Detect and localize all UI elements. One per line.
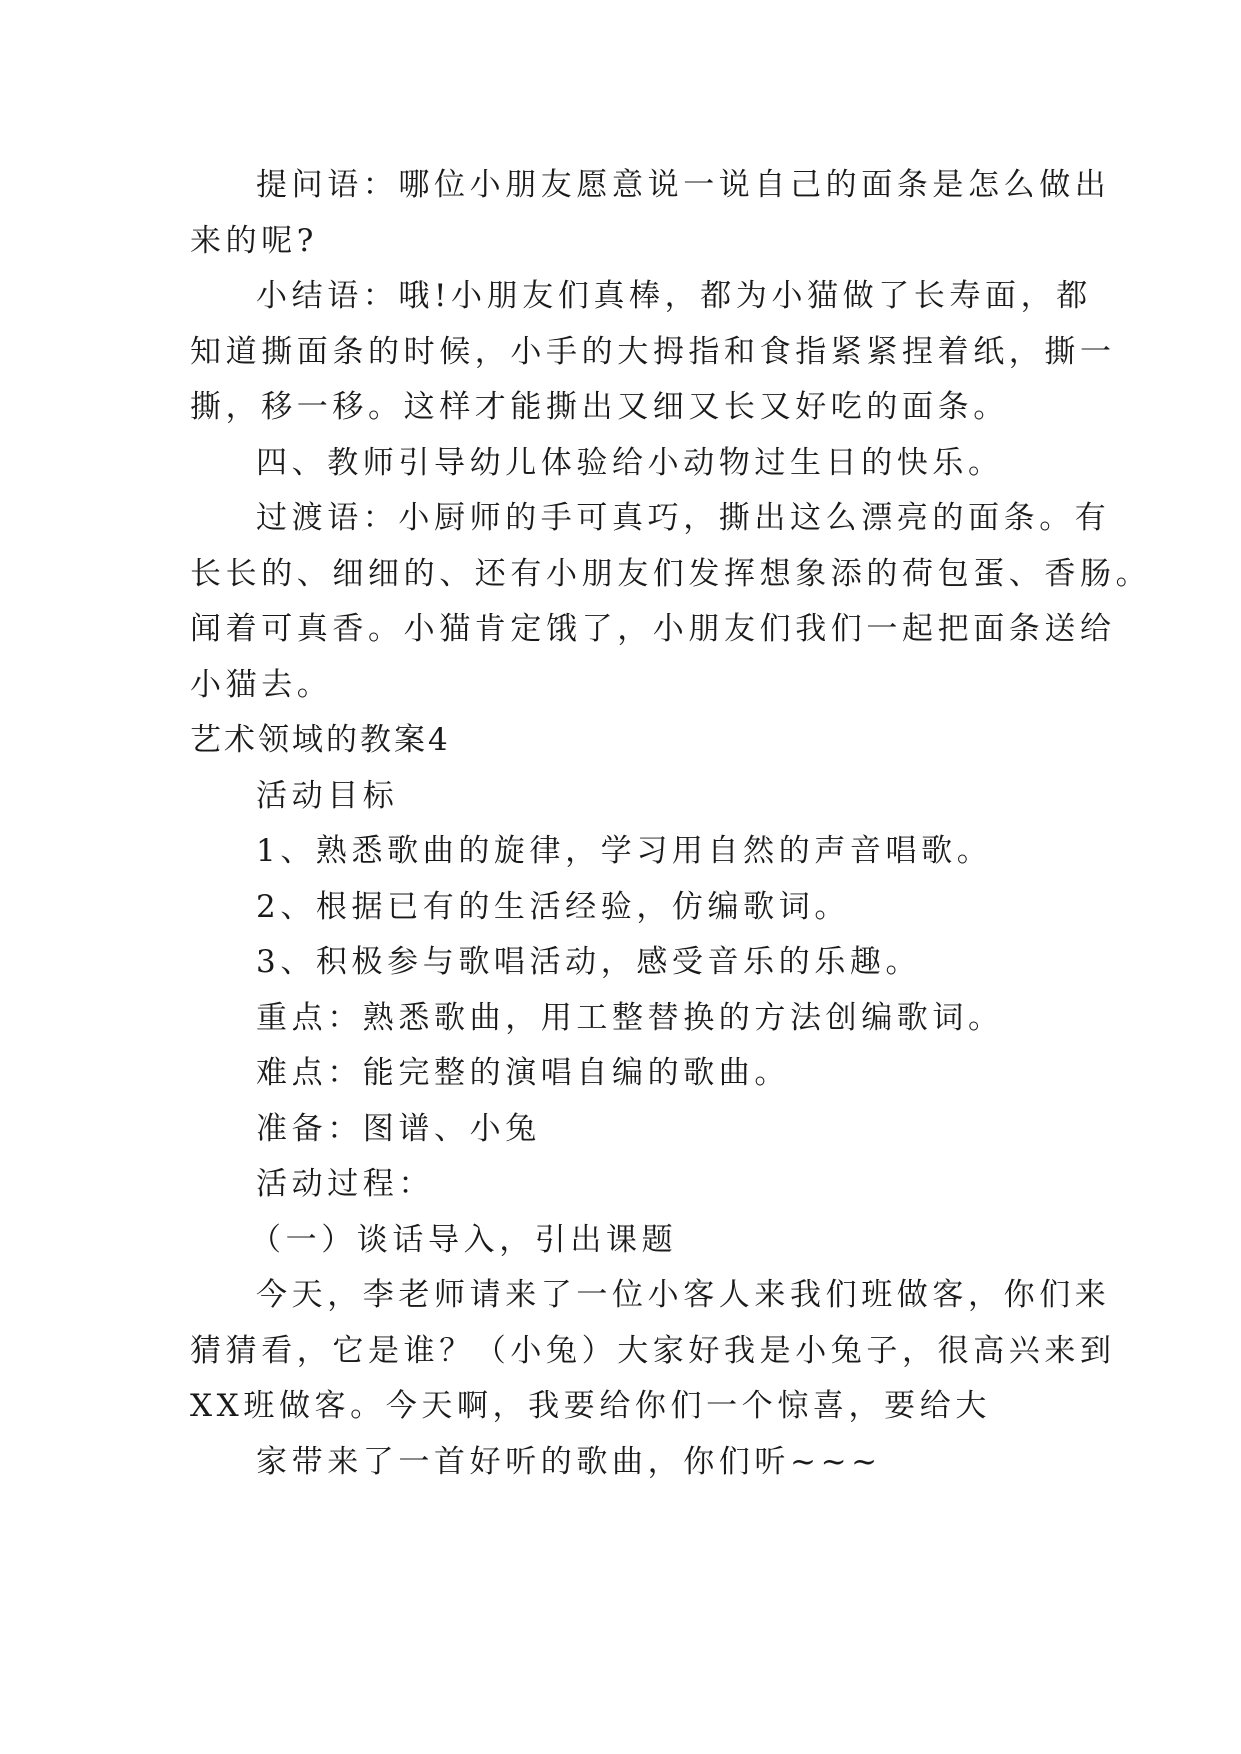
- paragraph-line: 难点：能完整的演唱自编的歌曲。: [256, 1055, 790, 1091]
- paragraph-line: 小结语：哦!小朋友们真棒，都为小猫做了长寿面，都: [256, 278, 1092, 314]
- paragraph-line: 提问语：哪位小朋友愿意说一说自己的面条是怎么做出: [256, 167, 1111, 203]
- document-title: 艺术领域的教案4: [190, 722, 451, 758]
- paragraph-line: 长长的、细细的、还有小朋友们发挥想象添的荷包蛋、香肠。: [190, 556, 1152, 592]
- paragraph-line: XX班做客。今天啊，我要给你们一个惊喜，要给大: [190, 1388, 991, 1424]
- section-heading-line: 活动目标: [256, 778, 399, 814]
- paragraph-line: 准备：图谱、小兔: [256, 1111, 541, 1147]
- paragraph-line: 今天，李老师请来了一位小客人来我们班做客，你们来: [256, 1277, 1111, 1313]
- paragraph-line: 重点：熟悉歌曲，用工整替换的方法创编歌词。: [256, 1000, 1004, 1036]
- paragraph-line: 知道撕面条的时候，小手的大拇指和食指紧紧捏着纸，撕一: [190, 334, 1116, 370]
- section-heading-line: 四、教师引导幼儿体验给小动物过生日的快乐。: [256, 445, 1004, 481]
- paragraph-line: 猜猜看，它是谁？（小兔）大家好我是小兔子，很高兴来到: [190, 1333, 1116, 1369]
- list-item: 2、根据已有的生活经验，仿编歌词。: [256, 889, 850, 925]
- list-item: 3、积极参与歌唱活动，感受音乐的乐趣。: [256, 944, 922, 980]
- list-item: 1、熟悉歌曲的旋律，学习用自然的声音唱歌。: [256, 833, 993, 869]
- paragraph-line: 小猫去。: [190, 667, 333, 703]
- section-heading-line: 活动过程：: [256, 1166, 434, 1202]
- paragraph-line: 撕，移一移。这样才能撕出又细又长又好吃的面条。: [190, 389, 1009, 425]
- paragraph-line: 过渡语：小厨师的手可真巧，撕出这么漂亮的面条。有: [256, 500, 1111, 536]
- paragraph-line: 闻着可真香。小猫肯定饿了，小朋友们我们一起把面条送给: [190, 611, 1116, 647]
- paragraph-line: 来的呢?: [190, 223, 319, 259]
- section-heading-line: （一）谈话导入，引出课题: [250, 1222, 678, 1258]
- paragraph-line: 家带来了一首好听的歌曲，你们听~~~: [256, 1444, 882, 1480]
